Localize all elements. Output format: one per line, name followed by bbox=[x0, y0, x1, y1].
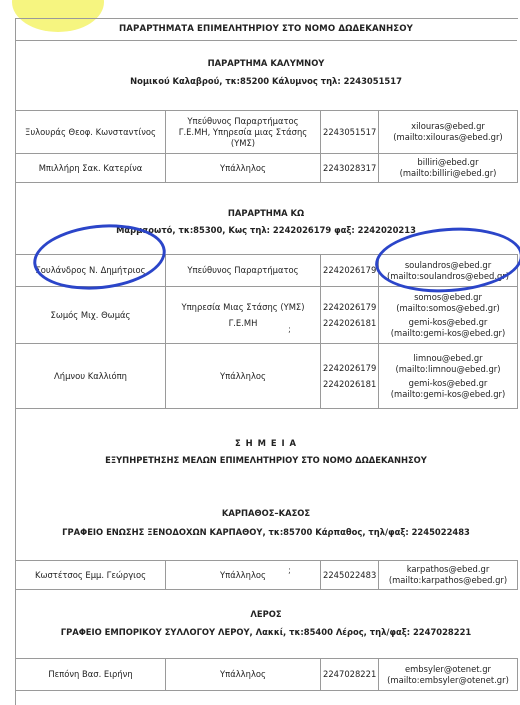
staff-name: Κωστέτσος Εμμ. Γεώργιος bbox=[16, 561, 166, 590]
mailto-link[interactable]: (mailto:embsyler@otenet.gr) bbox=[387, 674, 509, 685]
email-link[interactable]: gemi-kos@ebed.gr bbox=[408, 316, 488, 327]
email-link[interactable]: somos@ebed.gr bbox=[414, 291, 482, 302]
staff-name: Μπιλλήρη Σακ. Κατερίνα bbox=[16, 154, 166, 183]
phone-line: 2242026179 bbox=[323, 301, 377, 312]
staff-phone: 2243028317 bbox=[321, 154, 379, 183]
kos-heading: ΠΑΡΑΡΤΗΜΑ ΚΩ bbox=[227, 208, 305, 218]
karpathos-heading: ΚΑΡΠΑΘΟΣ–ΚΑΣΟΣ bbox=[221, 508, 311, 518]
role-line: Υπηρεσία Μιας Στάσης (ΥΜΣ) bbox=[181, 301, 305, 312]
points-subheading: ΕΞΥΠΗΡΕΤΗΣΗΣ ΜΕΛΩΝ ΕΠΙΜΕΛΗΤΗΡΙΟΥ ΣΤΟ ΝΟΜΟ ΔΩΔΕΚΑΝΗΣΟΥ bbox=[105, 455, 427, 465]
mailto-link[interactable]: (mailto:gemi-kos@ebed.gr) bbox=[390, 327, 506, 338]
staff-email bbox=[379, 659, 518, 691]
staff-name: Πεπόνη Βασ. Ειρήνη bbox=[16, 659, 166, 691]
staff-role bbox=[166, 287, 321, 344]
table-row bbox=[16, 561, 518, 590]
staff-role: Υπεύθυνος Παραρτήματος bbox=[166, 255, 321, 287]
email-link[interactable]: billiri@ebed.gr bbox=[417, 157, 479, 167]
role-line: Γ.Ε.ΜΗ, Υπηρεσία μιας Στάσης (ΥΜΣ) bbox=[178, 126, 308, 148]
table-row bbox=[16, 287, 518, 344]
points-heading: Σ Η Μ Ε Ι Α bbox=[235, 438, 297, 448]
staff-phone: 2245022483 bbox=[321, 561, 379, 590]
kalymnos-table bbox=[15, 110, 518, 183]
role-line: Γ.Ε.ΜΗ bbox=[228, 317, 258, 328]
role-line: Υπεύθυνος Παραρτήματος bbox=[187, 115, 299, 126]
phone-line: 2242026181 bbox=[323, 378, 377, 389]
leros-address: ΓΡΑΦΕΙΟ ΕΜΠΟΡΙΚΟΥ ΣΥΛΛΟΓΟΥ ΛΕΡΟΥ, Λακκί, τκ:85400 Λέρος, τηλ/φαξ: 2247028221 bbox=[60, 627, 472, 637]
email-link[interactable]: karpathos@ebed.gr bbox=[406, 564, 490, 574]
staff-phone bbox=[321, 344, 379, 409]
table-row bbox=[16, 659, 518, 691]
staff-role: Υπάλληλος bbox=[166, 561, 321, 590]
staff-email bbox=[379, 561, 518, 590]
staff-email bbox=[379, 154, 518, 183]
staff-name: Σωμός Μιχ. Θωμάς bbox=[16, 287, 166, 344]
mailto-link[interactable]: (mailto:karpathos@ebed.gr) bbox=[388, 575, 508, 585]
email-link[interactable]: soulandros@ebed.gr bbox=[404, 259, 492, 270]
kalymnos-address: Νομικού Καλαβρού, τκ:85200 Κάλυμνος τηλ: 2243051517 bbox=[130, 76, 402, 86]
email-link[interactable]: limnou@ebed.gr bbox=[413, 352, 483, 363]
mailto-link[interactable]: (mailto:somos@ebed.gr) bbox=[396, 302, 500, 313]
mailto-link[interactable]: (mailto:xilouras@ebed.gr) bbox=[393, 132, 503, 142]
staff-email bbox=[379, 287, 518, 344]
staff-email bbox=[379, 111, 518, 154]
karpathos-address: ΓΡΑΦΕΙΟ ΕΝΩΣΗΣ ΞΕΝΟΔΟΧΩΝ ΚΑΡΠΑΘΟΥ, τκ:85700 Κάρπαθος, τηλ/φαξ: 2245022483 bbox=[62, 527, 470, 537]
mailto-link[interactable]: (mailto:gemi-kos@ebed.gr) bbox=[390, 388, 506, 399]
kos-address: Μαρμαρωτό, τκ:85300, Κως τηλ: 2242026179 φαξ: 2242020213 bbox=[116, 225, 416, 235]
phone-line: 2242026181 bbox=[323, 317, 377, 328]
kalymnos-heading: ΠΑΡΑΡΤΗΜΑ ΚΑΛΥΜΝΟΥ bbox=[207, 58, 325, 68]
table-row bbox=[16, 344, 518, 409]
karpathos-table bbox=[15, 560, 518, 590]
document-title: ΠΑΡΑΡΤΗΜΑΤΑ ΕΠΙΜΕΛΗΤΗΡΙΟΥ ΣΤΟ ΝΟΜΟ ΔΩΔΕΚΑΝΗΣΟΥ bbox=[15, 18, 517, 41]
pen-tick-mark: ; bbox=[288, 325, 292, 335]
staff-phone: 2242026179 bbox=[321, 255, 379, 287]
email-link[interactable]: xilouras@ebed.gr bbox=[411, 121, 485, 131]
staff-role: Υπάλληλος bbox=[166, 659, 321, 691]
staff-role: Υπάλληλος bbox=[166, 154, 321, 183]
staff-phone: 2247028221 bbox=[321, 659, 379, 691]
table-row bbox=[16, 154, 518, 183]
leros-heading: ΛΕΡΟΣ bbox=[250, 609, 282, 619]
table-row bbox=[16, 111, 518, 154]
phone-line: 2242026179 bbox=[323, 362, 377, 373]
pen-tick-mark: ; bbox=[288, 566, 292, 576]
mailto-link[interactable]: (mailto:soulandros@ebed.gr) bbox=[386, 270, 510, 281]
staff-phone: 2243051517 bbox=[321, 111, 379, 154]
email-link[interactable]: gemi-kos@ebed.gr bbox=[408, 377, 488, 388]
mailto-link[interactable]: (mailto:billiri@ebed.gr) bbox=[399, 168, 497, 178]
staff-role: Υπάλληλος bbox=[166, 344, 321, 409]
staff-name: Σουλάνδρος Ν. Δημήτριος bbox=[16, 255, 166, 287]
staff-name: Λήμνου Καλλιόπη bbox=[16, 344, 166, 409]
staff-email bbox=[379, 344, 518, 409]
mailto-link[interactable]: (mailto:limnou@ebed.gr) bbox=[395, 363, 501, 374]
leros-table bbox=[15, 658, 518, 691]
staff-phone bbox=[321, 287, 379, 344]
staff-name: Ξυλουράς Θεοφ. Κωνσταντίνος bbox=[16, 111, 166, 154]
email-link[interactable]: embsyler@otenet.gr bbox=[405, 663, 491, 674]
staff-role bbox=[166, 111, 321, 154]
